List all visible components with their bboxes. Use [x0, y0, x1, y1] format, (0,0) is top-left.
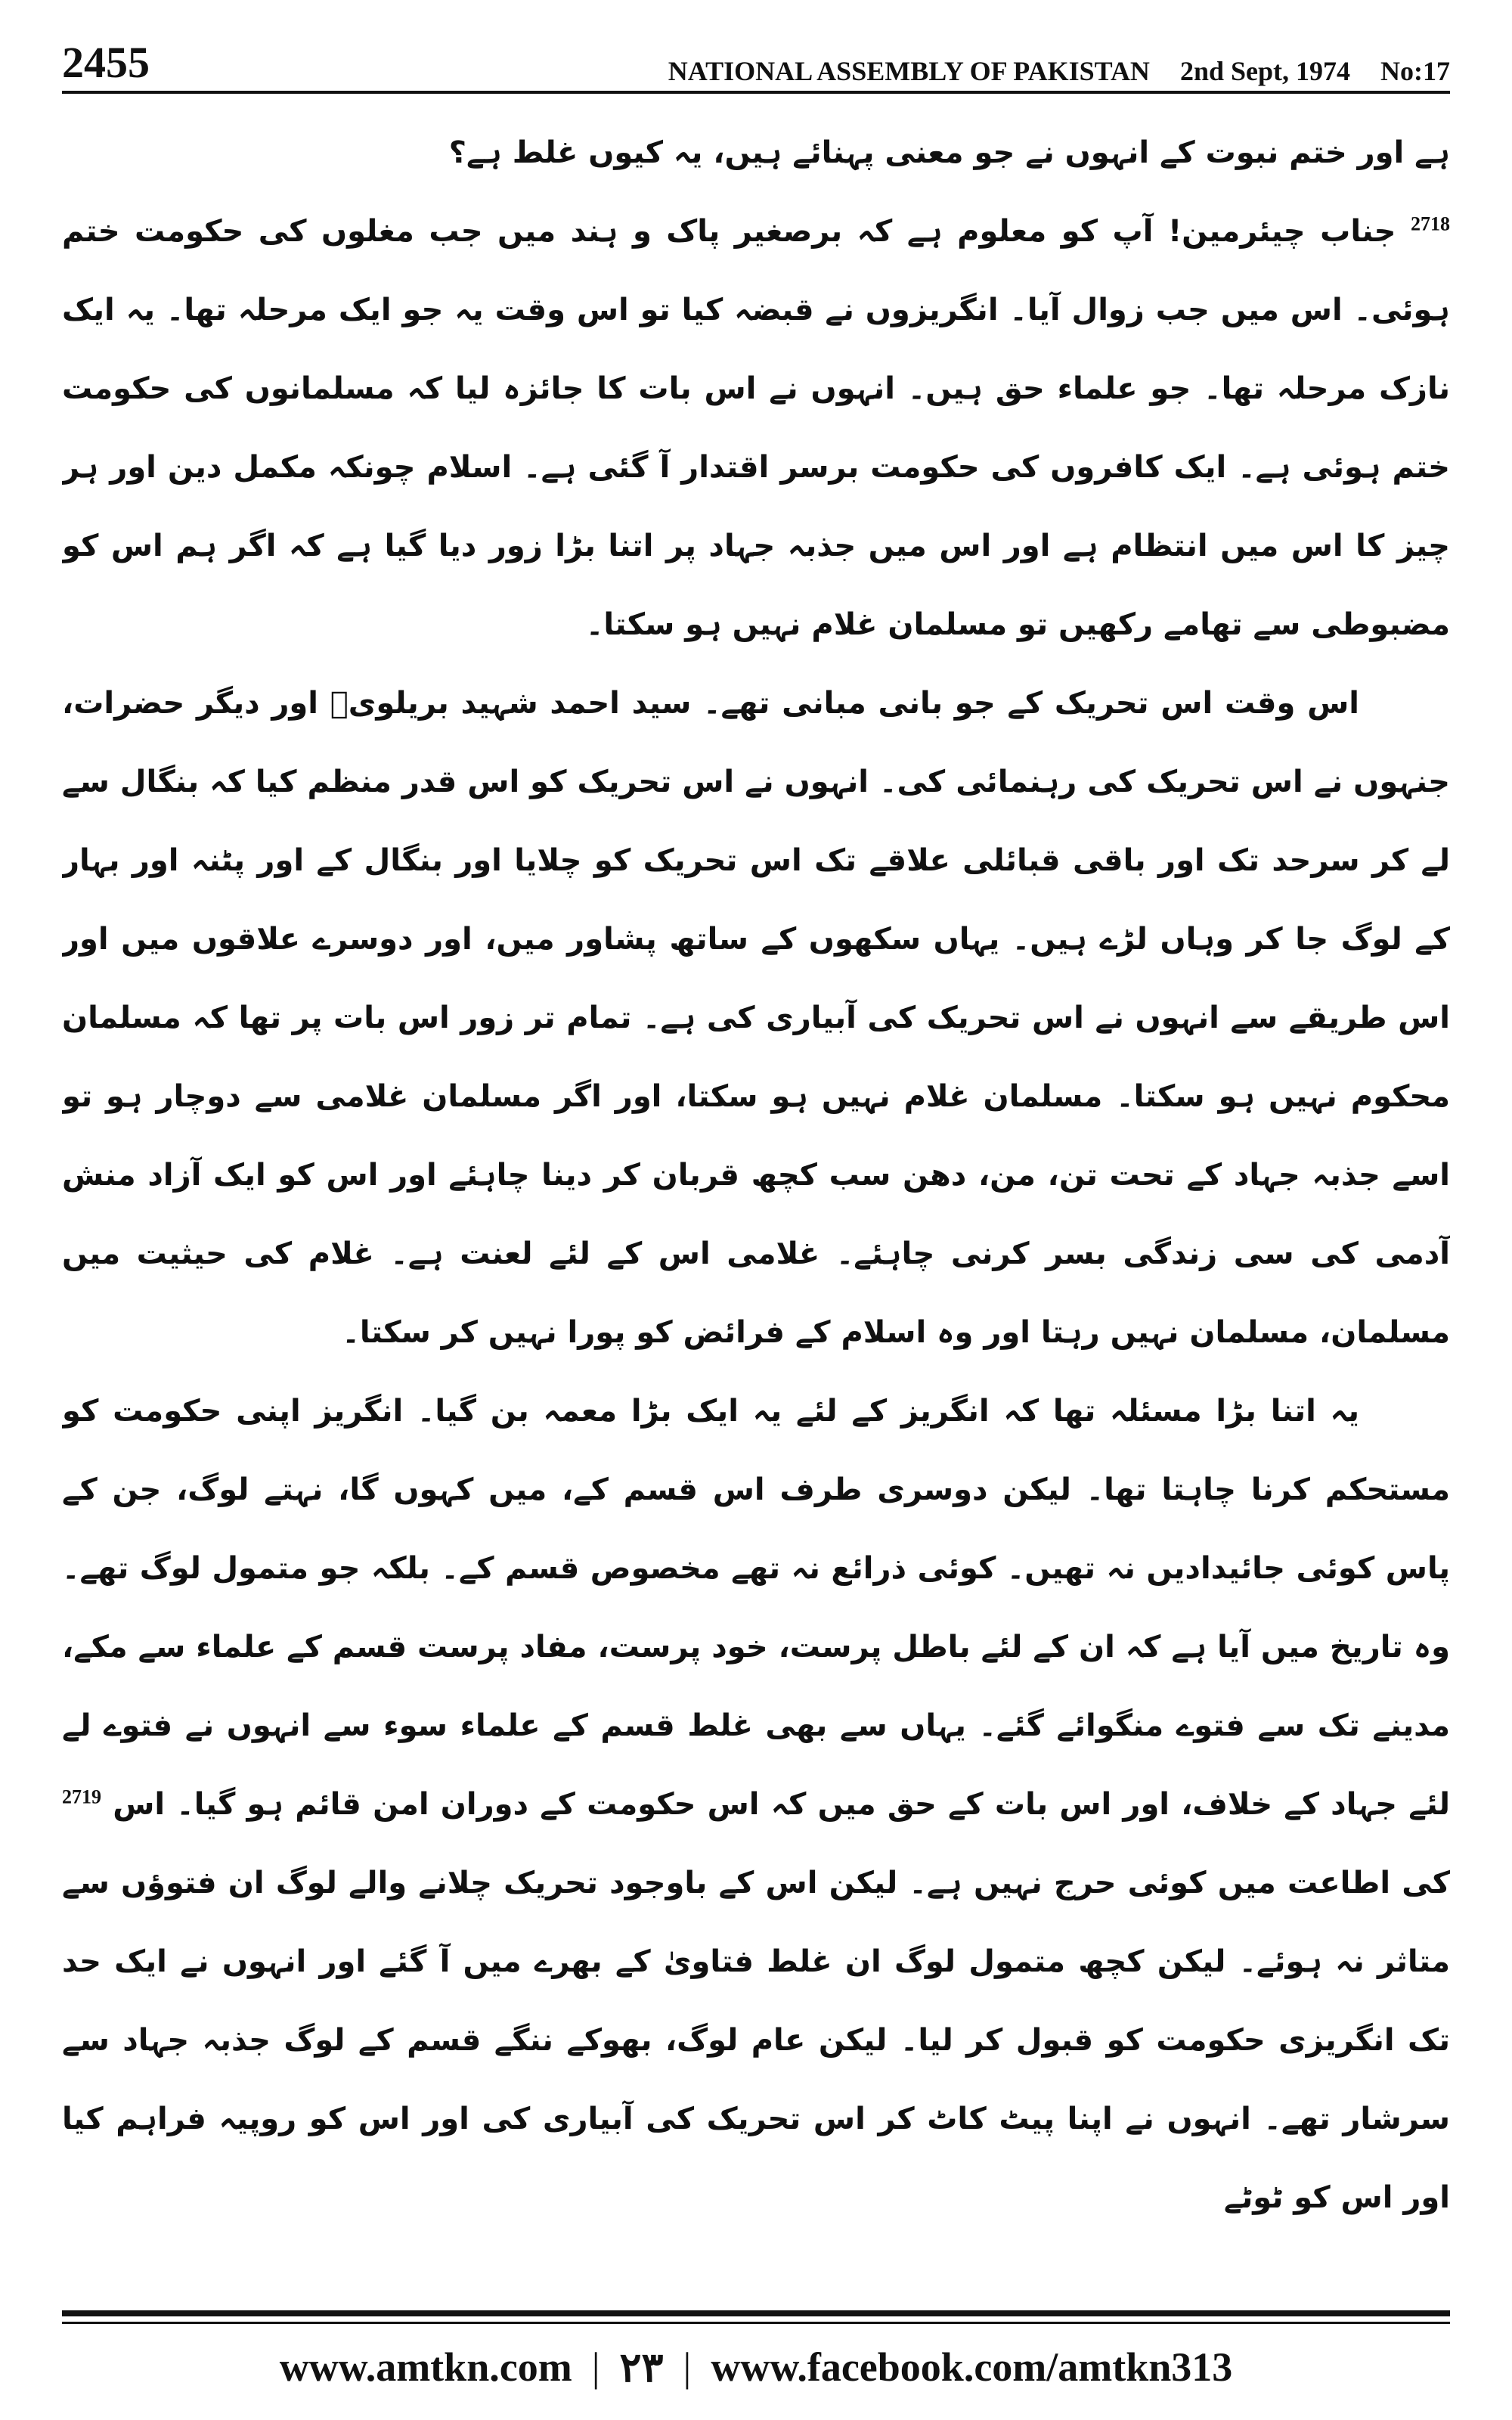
paragraph-3	[62, 664, 1450, 1372]
paragraph-2	[62, 192, 1450, 664]
footnote-marker: 2718	[1411, 213, 1450, 235]
page-header	[62, 30, 1450, 94]
footer-separator: |	[591, 2344, 600, 2390]
body-text	[62, 113, 1450, 2261]
page-number: 2455	[62, 38, 150, 87]
session-date: 2nd Sept, 1974	[1179, 56, 1350, 86]
paragraph-text: جناب چیئرمین! آپ کو معلوم ہے کہ برصغیر پاک و ہند میں جب مغلوں کی حکومت ختم ہوئی۔ اس میں جب زوال آیا۔ انگریزوں نے قبضہ کیا تو اس وقت یہ جو ایک مرحلہ تھا۔ یہ ایک نازک مرحلہ تھا۔ جو علماء حق ہیں۔ انہوں نے اس بات کا جائزہ لیا کہ مسلمانوں کی حکومت ختم ہوئی ہے۔ ایک کافروں کی حکومت برسر اقتدار آ گئی ہے۔ اسلام چونکہ مکمل دین اور ہر چیز کا اس میں انتظام ہے اور اس میں جذبہ جہاد پر اتنا بڑا زور دیا گیا ہے کہ اگر ہم اس کو مضبوطی سے تھامے رکھیں تو مسلمان غلام نہیں ہو سکتا۔	[62, 214, 1450, 642]
header-info	[668, 57, 1450, 85]
website-link[interactable]: www.amtkn.com	[279, 2344, 572, 2390]
footer-page-marker: ۲۳	[619, 2344, 664, 2391]
facebook-link[interactable]: www.facebook.com/amtkn313	[711, 2344, 1233, 2390]
paragraph-text: اس وقت اس تحریک کے جو بانی مبانی تھے۔ سید احمد شہید بریلویؒ اور دیگر حضرات، جنہوں نے اس تحریک کی رہنمائی کی۔ انہوں نے اس تحریک کو اس قدر منظم کیا کہ بنگال سے لے کر سرحد تک اور باقی قبائلی علاقے تک اس تحریک کو چلایا اور بنگال کے اور پٹنہ اور بہار کے لوگ جا کر وہاں لڑے ہیں۔ یہاں سکھوں کے ساتھ پشاور میں، اور دوسرے علاقوں میں اور اس طریقے سے انہوں نے اس تحریک کی آبیاری کی ہے۔ تمام تر زور اس بات پر تھا کہ مسلمان محکوم نہیں ہو سکتا۔ مسلمان غلام نہیں ہو سکتا، اور اگر مسلمان غلامی سے دوچار ہو تو اسے جذبہ جہاد کے تحت تن، من، دھن سب کچھ قربان کر دینا چاہئے اور اس کو ایک آزاد منش آدمی کی سی زندگی بسر کرنی چاہئے۔ غلامی اس کے لئے لعنت ہے۔ غلام کی حیثیت میں مسلمان، مسلمان نہیں رہتا اور وہ اسلام کے فرائض کو پورا نہیں کر سکتا۔	[62, 686, 1450, 1350]
session-number: No:17	[1380, 56, 1450, 86]
paragraph-4	[62, 1372, 1450, 2237]
paragraph-text: کی اطاعت میں کوئی حرج نہیں ہے۔ لیکن اس کے باوجود تحریک چلانے والے لوگ ان فتوؤں سے متاثر نہ ہوئے۔ لیکن کچھ متمول لوگ ان غلط فتاویٰ کے بھرے میں آ گئے اور انہوں نے ایک حد تک انگریزی حکومت کو قبول کر لیا۔ لیکن عام لوگ، بھوکے ننگے قسم کے لوگ جذبہ جہاد سے سرشار تھے۔ انہوں نے اپنا پیٹ کاٹ کر اس تحریک کی آبیاری کی اور اس کو روپیہ فراہم کیا اور اس کو ٹوٹے	[62, 1866, 1450, 2215]
document-title: NATIONAL ASSEMBLY OF PAKISTAN	[668, 56, 1150, 86]
footer-rule-thin	[62, 2322, 1450, 2324]
paragraph-text: ہے اور ختم نبوت کے انہوں نے جو معنی پہنائے ہیں، یہ کیوں غلط ہے؟	[448, 135, 1450, 170]
paragraph-text: یہ اتنا بڑا مسئلہ تھا کہ انگریز کے لئے یہ ایک بڑا معمہ بن گیا۔ انگریز اپنی حکومت کو مستحکم کرنا چاہتا تھا۔ لیکن دوسری طرف اس قسم کے، میں کہوں گا، نہتے لوگ، جن کے پاس کوئی جائیدادیں نہ تھیں۔ کوئی ذرائع نہ تھے مخصوص قسم کے۔ بلکہ جو متمول لوگ تھے۔ وہ تاریخ میں آیا ہے کہ ان کے لئے باطل پرست، خود پرست، مفاد پرست قسم کے علماء سے مکے، مدینے تک سے فتوے منگوائے گئے۔ یہاں سے بھی غلط قسم کے علماء سوء سے انہوں نے فتوے لے لئے جہاد کے خلاف، اور اس بات کے حق میں کہ اس حکومت کے دوران امن قائم ہو گیا۔ اس	[62, 1394, 1450, 1822]
footer-separator: |	[683, 2344, 692, 2390]
footer-rule	[62, 2310, 1450, 2316]
paragraph-1	[62, 113, 1450, 192]
footnote-marker: 2719	[62, 1786, 101, 1808]
page-footer	[62, 2337, 1450, 2397]
